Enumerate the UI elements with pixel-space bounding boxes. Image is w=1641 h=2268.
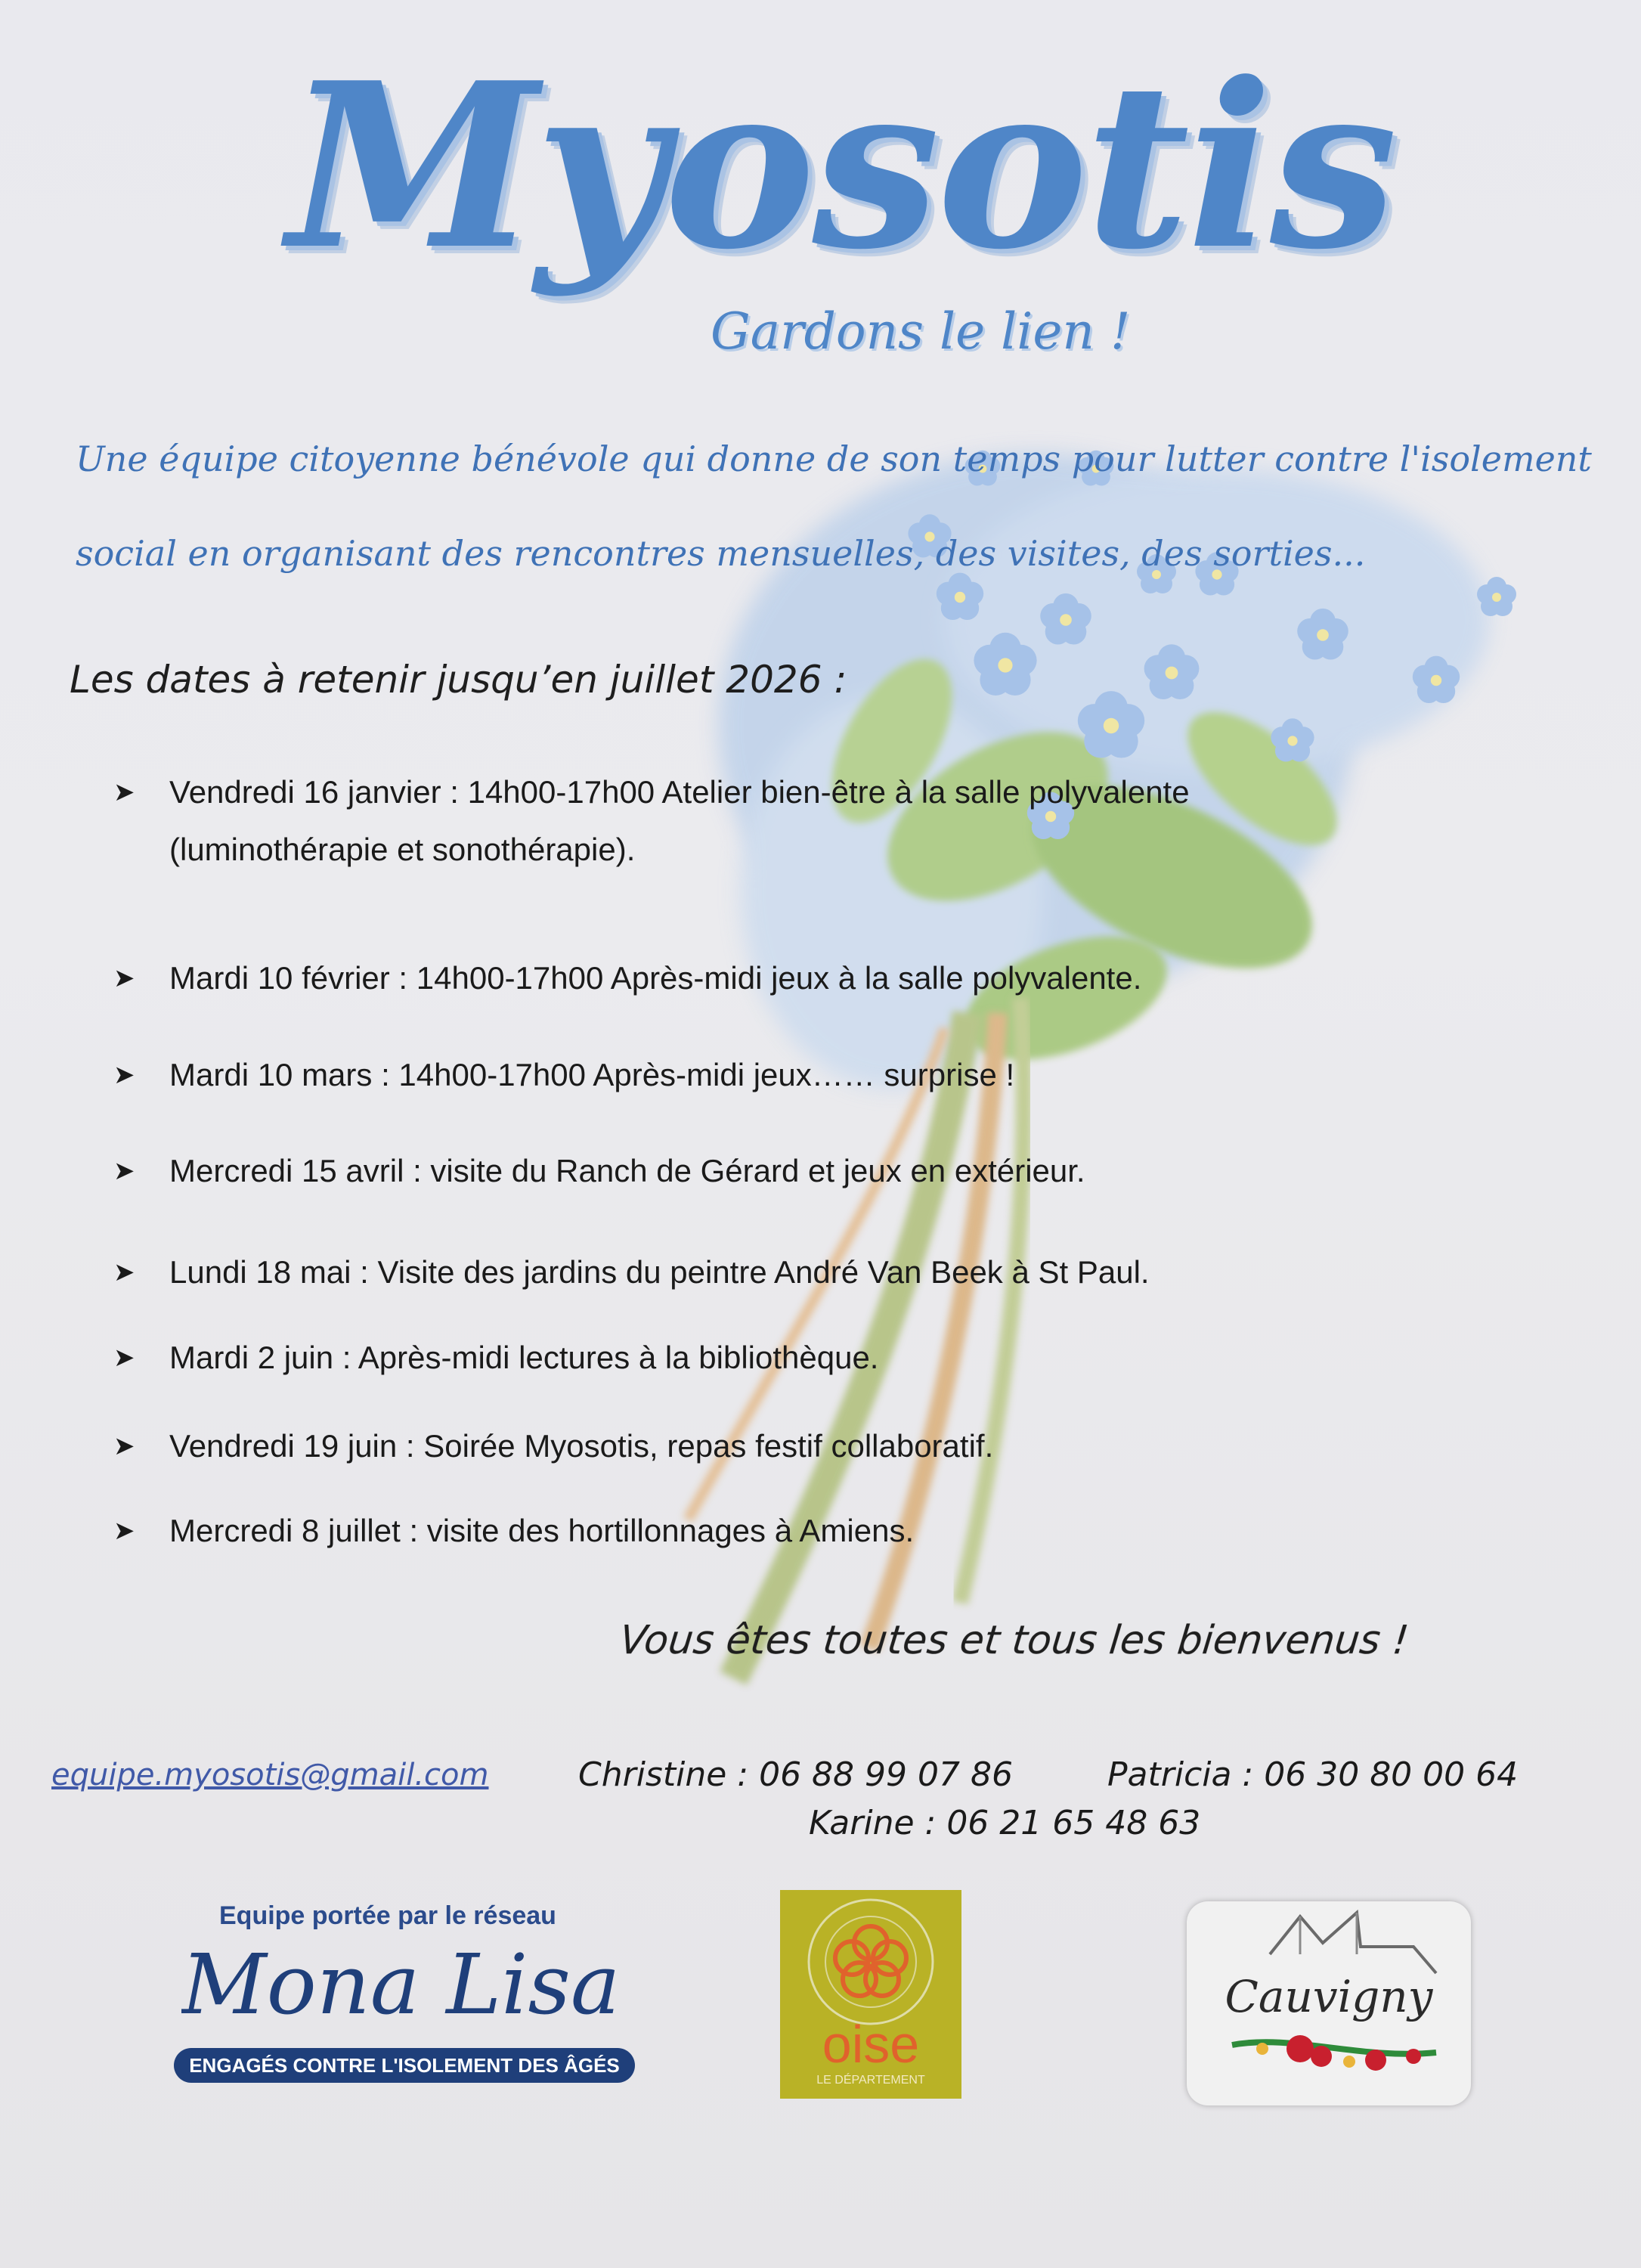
event-text: Mardi 2 juin : Après-midi lectures à la bibliothèque. xyxy=(169,1340,879,1375)
event-text: Mercredi 15 avril : visite du Ranch de Gérard et jeux en extérieur. xyxy=(169,1153,1085,1188)
event-item-juin-2 xyxy=(113,1329,1565,1387)
event-text-continued: (luminothérapie et sonothérapie). xyxy=(169,832,636,867)
contact-karine: Karine : 06 21 65 48 63 xyxy=(809,1804,1201,1842)
page-title: Myosotis xyxy=(287,33,1395,299)
cauvigny-wordmark: Cauvigny xyxy=(1225,1971,1433,2022)
event-item-avril xyxy=(113,1142,1565,1200)
tagline: Gardons le lien ! xyxy=(711,302,1131,361)
event-text: Mercredi 8 juillet : visite des hortillonnages à Amiens. xyxy=(169,1513,915,1548)
event-text: Mardi 10 février : 14h00-17h00 Après-midi jeux à la salle polyvalente. xyxy=(169,960,1142,996)
bullet-arrow-icon: ➤ xyxy=(113,1343,135,1372)
monalisa-wordmark xyxy=(181,1938,635,2036)
event-item-mars xyxy=(113,1046,1565,1104)
event-text: Mardi 10 mars : 14h00-17h00 Après-midi jeux…… surprise ! xyxy=(169,1057,1015,1092)
event-item-fevrier xyxy=(113,950,1565,1007)
monalisa-logo xyxy=(174,1901,642,2098)
bullet-arrow-icon: ➤ xyxy=(113,1432,135,1461)
event-item-juillet xyxy=(113,1502,1565,1560)
contact-patricia: Patricia : 06 30 80 00 64 xyxy=(1107,1755,1519,1794)
dates-heading: Les dates à retenir jusqu’en juillet 2026 : xyxy=(70,658,847,702)
event-item-mai xyxy=(113,1244,1565,1301)
oise-subtitle: LE DÉPARTEMENT xyxy=(816,2074,925,2087)
bullet-arrow-icon: ➤ xyxy=(113,1061,135,1089)
monalisa-caption: Equipe portée par le réseau xyxy=(219,1901,556,1930)
event-item-janvier xyxy=(113,764,1565,878)
event-item-juin-19 xyxy=(113,1418,1565,1475)
intro-line-1: Une équipe citoyenne bénévole qui donne de son temps pour lutter contre l'isolement xyxy=(76,438,1592,479)
event-text: Lundi 18 mai : Visite des jardins du peintre André Van Beek à St Paul. xyxy=(169,1254,1150,1290)
cauvigny-logo xyxy=(1187,1901,1471,2105)
email-link[interactable]: equipe.myosotis@gmail.com xyxy=(51,1758,489,1792)
oise-flower-logo-icon xyxy=(780,1890,961,2099)
bullet-arrow-icon: ➤ xyxy=(113,1517,135,1545)
monalisa-badge: ENGAGÉS CONTRE L'ISOLEMENT DES ÂGÉS xyxy=(174,2048,635,2083)
bullet-arrow-icon: ➤ xyxy=(113,964,135,993)
intro-line-2: social en organisant des rencontres mensuelles, des visites, des sorties... xyxy=(76,533,1366,574)
bullet-arrow-icon: ➤ xyxy=(113,1157,135,1185)
bullet-arrow-icon: ➤ xyxy=(113,778,135,807)
oise-logo xyxy=(780,1890,961,2099)
oise-wordmark: oise xyxy=(822,2015,920,2074)
welcome-message: Vous êtes toutes et tous les bienvenus ! xyxy=(617,1618,1411,1663)
bullet-arrow-icon: ➤ xyxy=(113,1258,135,1287)
event-text: Vendredi 16 janvier : 14h00-17h00 Atelier bien-être à la salle polyvalente xyxy=(169,774,1190,810)
monalisa-brand-text: Mona Lisa xyxy=(181,1938,621,2033)
event-text: Vendredi 19 juin : Soirée Myosotis, repas festif collaboratif. xyxy=(169,1428,994,1464)
contact-christine: Christine : 06 88 99 07 86 xyxy=(578,1755,1013,1794)
